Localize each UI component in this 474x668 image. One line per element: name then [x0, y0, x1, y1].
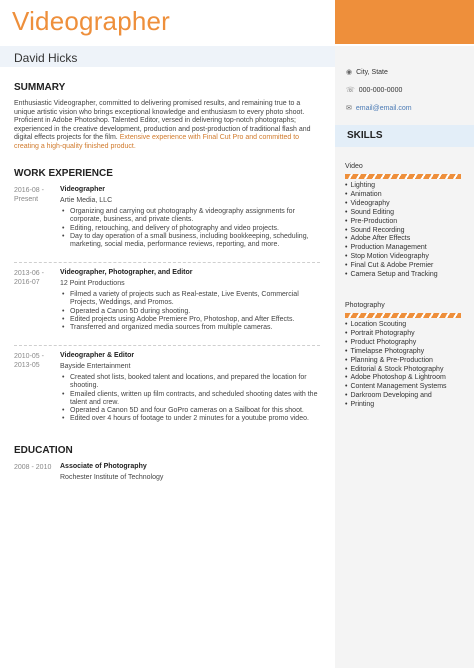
work-experience-heading: WORK EXPERIENCE [14, 168, 113, 179]
skill-list-photography [345, 321, 447, 410]
job-company: Bayside Entertainment [60, 363, 131, 370]
skill-rating-bar [345, 313, 461, 318]
list-item: • Printing [345, 401, 447, 410]
list-item: • Operated a Canon 5D during shooting. [60, 308, 318, 316]
job-title: Videographer [12, 6, 171, 36]
summary-heading: SUMMARY [14, 82, 66, 93]
summary-text: Enthusiastic Videographer, committed to delivering promised results, and remaining true to a unique artistic vision who brings exceptional knowledge and enthusiasm to every photo shoot. Proficient in Adobe Photoshop. Talented Editor, versed in delivering top-notch photographs; experienced in the creative development, production and post-production of traditional flash and digital effects projects for the film. Extensive experience with Final Cut Pro and committed to creating a high-quality finished product. [14, 100, 311, 150]
list-item: • Camera Setup and Tracking [345, 271, 438, 280]
divider [14, 262, 320, 263]
list-item: • Timelapse Photography [345, 348, 447, 357]
job-date: 2010-05 - 2013-05 [14, 353, 44, 369]
list-item: • Filmed a variety of projects such as Real-estate, Live Events, Commercial Projects, Weddings, and Promos. [60, 291, 318, 308]
list-item: • Final Cut & Adobe Premier [345, 262, 438, 271]
list-item: • Darkroom Developing and [345, 392, 447, 401]
list-item: • Location Scouting [345, 321, 447, 330]
skill-rating-bar [345, 174, 461, 179]
list-item: • Product Photography [345, 339, 447, 348]
job-title-entry: Videographer [60, 186, 105, 193]
job-company: Artie Media, LLC [60, 197, 113, 204]
list-item: • Lighting [345, 182, 438, 191]
list-item: • Sound Recording [345, 227, 438, 236]
skill-list-video [345, 182, 438, 280]
list-item: • Pre-Production [345, 218, 438, 227]
job-bullets [60, 291, 318, 332]
list-item: • Editorial & Stock Photography [345, 366, 447, 375]
education-date: 2008 - 2010 [14, 464, 52, 471]
job-bullets [60, 208, 318, 249]
list-item: • Organizing and carrying out photography & videography assignments for corporate, business, and private clients. [60, 208, 318, 225]
job-company: 12 Point Productions [60, 280, 125, 287]
job-bullets [60, 374, 318, 424]
list-item: • Sound Editing [345, 209, 438, 218]
list-item: • Adobe After Effects [345, 235, 438, 244]
list-item: • Emailed clients, written up film contracts, and scheduled shooting dates with the talent and crew. [60, 391, 318, 408]
education-degree: Associate of Photography [60, 463, 147, 470]
list-item: • Operated a Canon 5D and four GoPro cameras on a Sailboat for this shoot. [60, 407, 318, 415]
skill-category-video: Video [345, 163, 363, 170]
list-item: • Videography [345, 200, 438, 209]
job-date: 2013-06 - 2016-07 [14, 270, 44, 286]
accent-block [335, 0, 474, 44]
skills-heading: SKILLS [335, 125, 474, 147]
divider [14, 345, 320, 346]
phone-icon: ☏ [346, 87, 355, 94]
education-heading: EDUCATION [14, 445, 73, 456]
list-item: • Content Management Systems [345, 383, 447, 392]
list-item: • Planning & Pre-Production [345, 357, 447, 366]
skill-category-photography: Photography [345, 302, 385, 309]
contact-email[interactable]: ✉ email@email.com [346, 105, 412, 112]
list-item: • Editing, retouching, and delivery of photography and video projects. [60, 225, 318, 233]
list-item: • Portrait Photography [345, 330, 447, 339]
contact-location: ◉ City, State [346, 69, 388, 76]
list-item: • Transferred and organized media sources from multiple cameras. [60, 324, 318, 332]
list-item: • Edited projects using Adobe Premiere Pro, Photoshop, and After Effects. [60, 316, 318, 324]
envelope-icon: ✉ [346, 105, 352, 112]
list-item: • Animation [345, 191, 438, 200]
list-item: • Edited over 4 hours of footage to under 2 minutes for a youtube promo video. [60, 415, 318, 423]
list-item: • Stop Motion Videography [345, 253, 438, 262]
education-school: Rochester Institute of Technology [60, 474, 164, 481]
location-pin-icon: ◉ [346, 69, 353, 76]
list-item: • Production Management [345, 244, 438, 253]
job-title-entry: Videographer, Photographer, and Editor [60, 269, 193, 276]
job-title-entry: Videographer & Editor [60, 352, 135, 359]
list-item: • Adobe Photoshop & Lightroom [345, 374, 447, 383]
candidate-name: David Hicks [14, 51, 78, 65]
list-item: • Created shot lists, booked talent and locations, and prepared the location for shooting. [60, 374, 318, 391]
list-item: • Day to day operation of a small business, including bookkeeping, scheduling, marketing, social media, performance reviews, reporting, and more. [60, 233, 318, 250]
contact-phone: ☏ 000-000-0000 [346, 87, 403, 94]
job-date: 2016-08 - Present [14, 187, 44, 203]
